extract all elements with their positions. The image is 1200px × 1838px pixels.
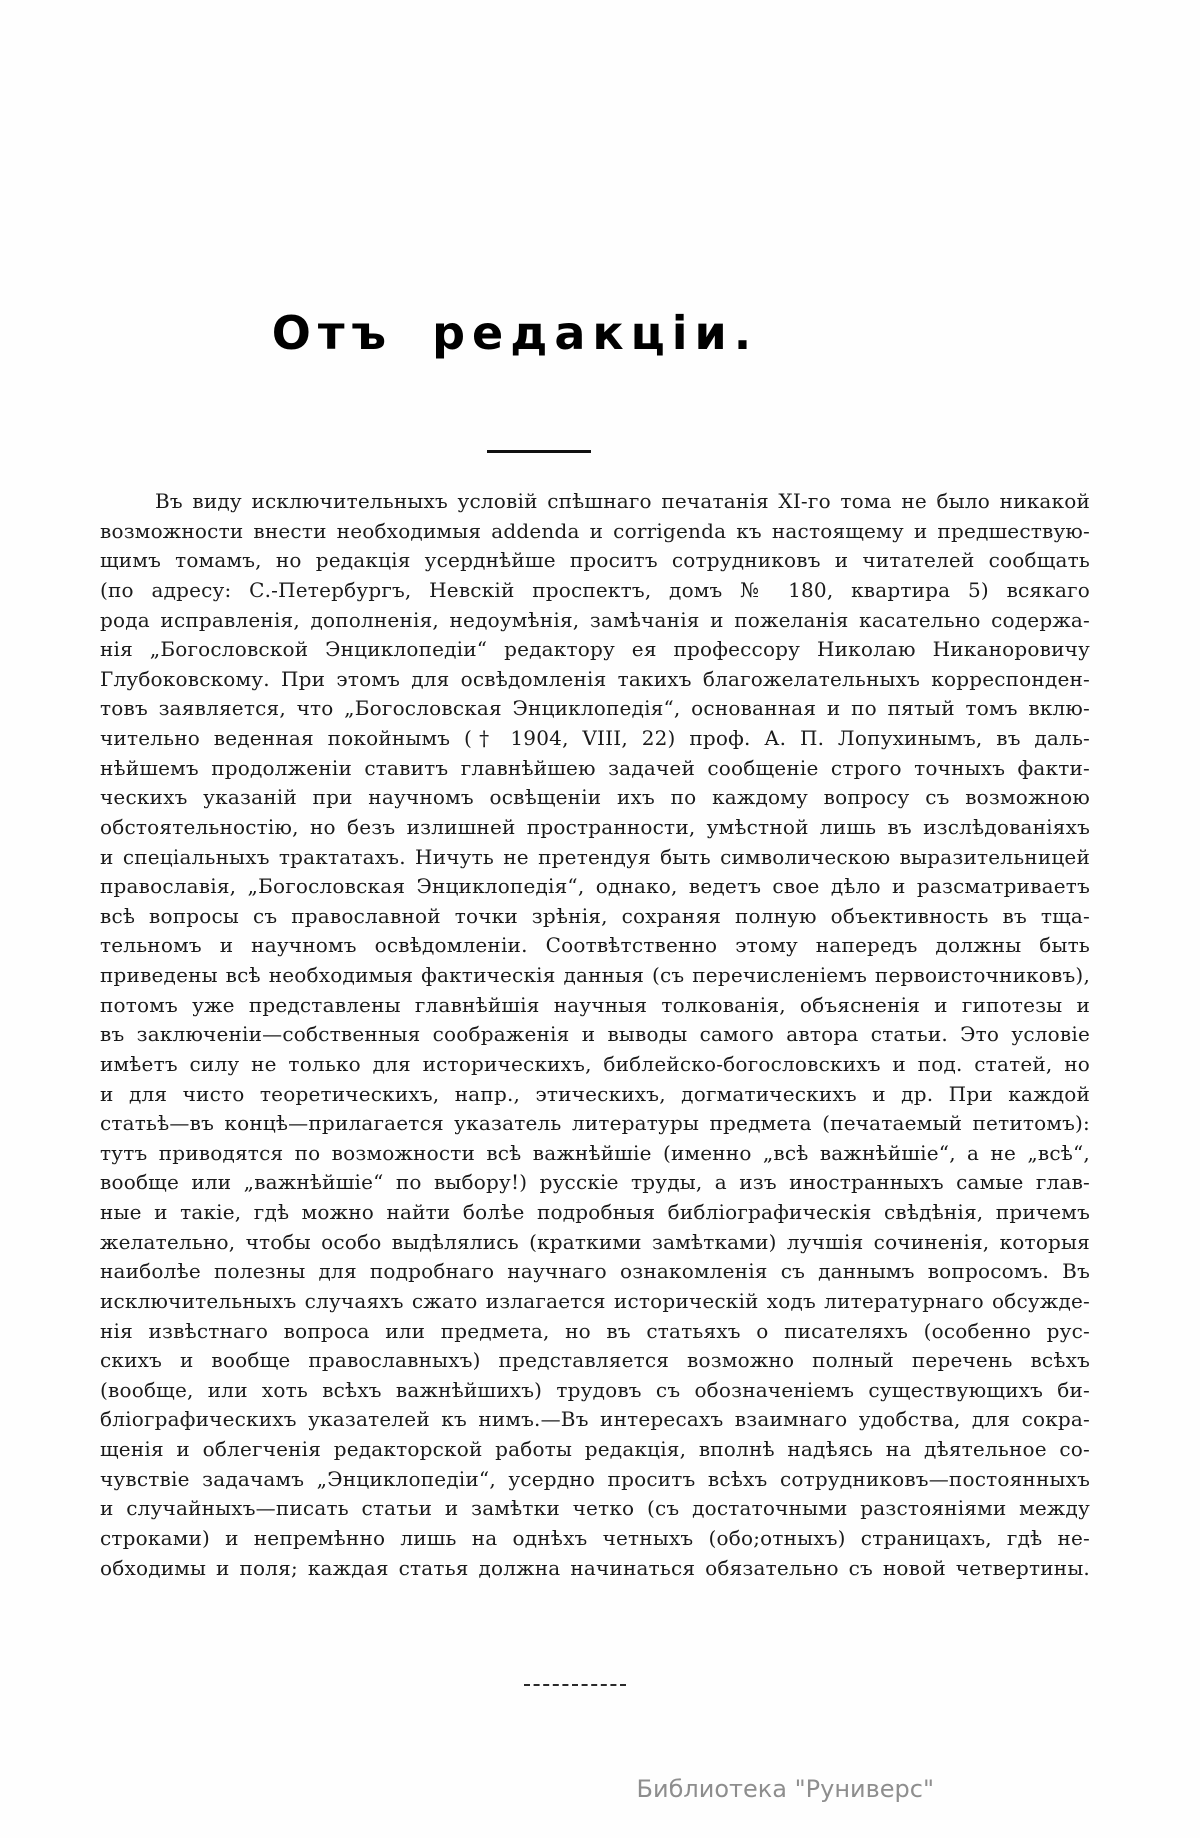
text-line: строками) и непремѣнно лишь на однѣхъ четныхъ (обо;отныхъ) страницахъ, гдѣ не- — [100, 1525, 1090, 1550]
text-line: чительно веденная покойнымъ († 1904, VIII, 22) проф. А. П. Лопухинымъ, въ даль- — [100, 726, 1090, 750]
text-line: (вообще, или хоть всѣхъ важнѣйшихъ) трудовъ съ обозначеніемъ существующихъ би- — [100, 1377, 1090, 1402]
text-line: ные и такіе, гдѣ можно найти болѣе подробныя библіографическія свѣдѣнія, причемъ — [100, 1200, 1090, 1224]
library-watermark: Библиотека "Руниверс" — [636, 1775, 934, 1803]
text-line: скихъ и вообще православныхъ) представляется возможно полный перечень всѣхъ — [100, 1348, 1090, 1373]
text-line: Въ виду исключительныхъ условій спѣшнаго печатанія XI-го тома не было никакой — [155, 489, 1090, 513]
text-line: нія извѣстнаго вопроса или предмета, но въ статьяхъ о писателяхъ (особенно рус- — [100, 1318, 1090, 1343]
text-line: товъ заявляется, что „Богословская Энциклопедія“, основанная и по пятый томъ вклю- — [100, 696, 1090, 721]
text-line: приведены всѣ необходимыя фактическія данныя (съ перечисленіемъ первоисточниковъ), — [100, 963, 1090, 987]
text-line: возможности внести необходимыя addenda и corrigenda къ настоящему и предшествую- — [100, 518, 1090, 543]
text-line: бліографическихъ указателей къ нимъ.—Въ интересахъ взаимнаго удобства, для сокра- — [100, 1407, 1090, 1432]
text-line: Глубоковскому. При этомъ для освѣдомленія такихъ благожелательныхъ корреспонден- — [100, 666, 1090, 691]
page-title: Отъ редакціи. — [271, 306, 759, 360]
text-line: тутъ приводятся по возможности всѣ важнѣйшіе (именно „всѣ важнѣйшіе“, а не „всѣ“, — [100, 1140, 1090, 1165]
text-line: желательно, чтобы особо выдѣлялись (краткими замѣтками) лучшія сочиненія, которыя — [100, 1229, 1090, 1254]
text-line: чувствіе задачамъ „Энциклопедіи“, усердно проситъ всѣхъ сотрудниковъ—постоянныхъ — [100, 1466, 1090, 1491]
text-line: вообще или „важнѣйшіе“ по выбору!) русскіе труды, а изъ иностранныхъ самые глав- — [100, 1170, 1090, 1195]
text-line: исключительныхъ случаяхъ сжато излагается историческій ходъ литературнаго обсужде- — [100, 1288, 1090, 1313]
text-line: щимъ томамъ, но редакція усерднѣйше проситъ сотрудниковъ и читателей сообщать — [100, 548, 1090, 573]
text-line: обходимы и поля; каждая статья должна начинаться обязательно съ новой четвертины. — [100, 1555, 1090, 1580]
text-line: ческихъ указаній при научномъ освѣщеніи ихъ по каждому вопросу съ возможною — [100, 785, 1090, 810]
text-line: щенія и облегченія редакторской работы редакція, вполнѣ надѣясь на дѣятельное со- — [100, 1437, 1090, 1461]
body-text — [100, 487, 1090, 1583]
end-rule-divider — [524, 1684, 626, 1686]
text-line: и случайныхъ—писать статьи и замѣтки четко (съ достаточными разстояніями между — [100, 1496, 1090, 1521]
text-line: и спеціальныхъ трактатахъ. Ничуть не претендуя быть символическою выразительницей — [100, 844, 1090, 869]
text-line: имѣетъ силу не только для историческихъ, библейско-богословскихъ и под. статей, но — [100, 1051, 1090, 1076]
text-line: рода исправленія, дополненія, недоумѣнія, замѣчанія и пожеланія касательно содержа- — [100, 607, 1090, 632]
text-line: православія, „Богословская Энциклопедія“, однако, ведетъ свое дѣло и разсматриваетъ — [100, 874, 1090, 899]
text-line: нѣйшемъ продолженіи ставитъ главнѣйшею задачей сообщеніе строго точныхъ факти- — [100, 755, 1090, 780]
text-line: въ заключеніи—собственныя соображенія и выводы самого автора статьи. Это условіе — [100, 1022, 1090, 1047]
text-line: статьѣ—въ концѣ—прилагается указатель литературы предмета (печатаемый петитомъ): — [100, 1111, 1090, 1136]
text-line: обстоятельностію, но безъ излишней пространности, умѣстной лишь въ изслѣдованіяхъ — [100, 814, 1090, 839]
title-rule-divider — [487, 450, 591, 453]
text-line: наиболѣе полезны для подробнаго научнаго ознакомленія съ даннымъ вопросомъ. Въ — [100, 1259, 1090, 1284]
text-line: тельномъ и научномъ освѣдомленіи. Соотвѣтственно этому напередъ должны быть — [100, 933, 1090, 958]
text-line: и для чисто теоретическихъ, напр., этическихъ, догматическихъ и др. При каждой — [100, 1081, 1090, 1106]
text-line: нія „Богословской Энциклопедіи“ редактору ея профессору Николаю Никаноровичу — [100, 637, 1090, 662]
text-line: всѣ вопросы съ православной точки зрѣнія, сохраняя полную объективность въ тща- — [100, 903, 1090, 928]
text-line: (по адресу: С.-Петербургъ, Невскій проспектъ, домъ № 180, квартира 5) всякаго — [100, 577, 1090, 602]
text-line: потомъ уже представлены главнѣйшія научныя толкованія, объясненія и гипотезы и — [100, 992, 1090, 1017]
